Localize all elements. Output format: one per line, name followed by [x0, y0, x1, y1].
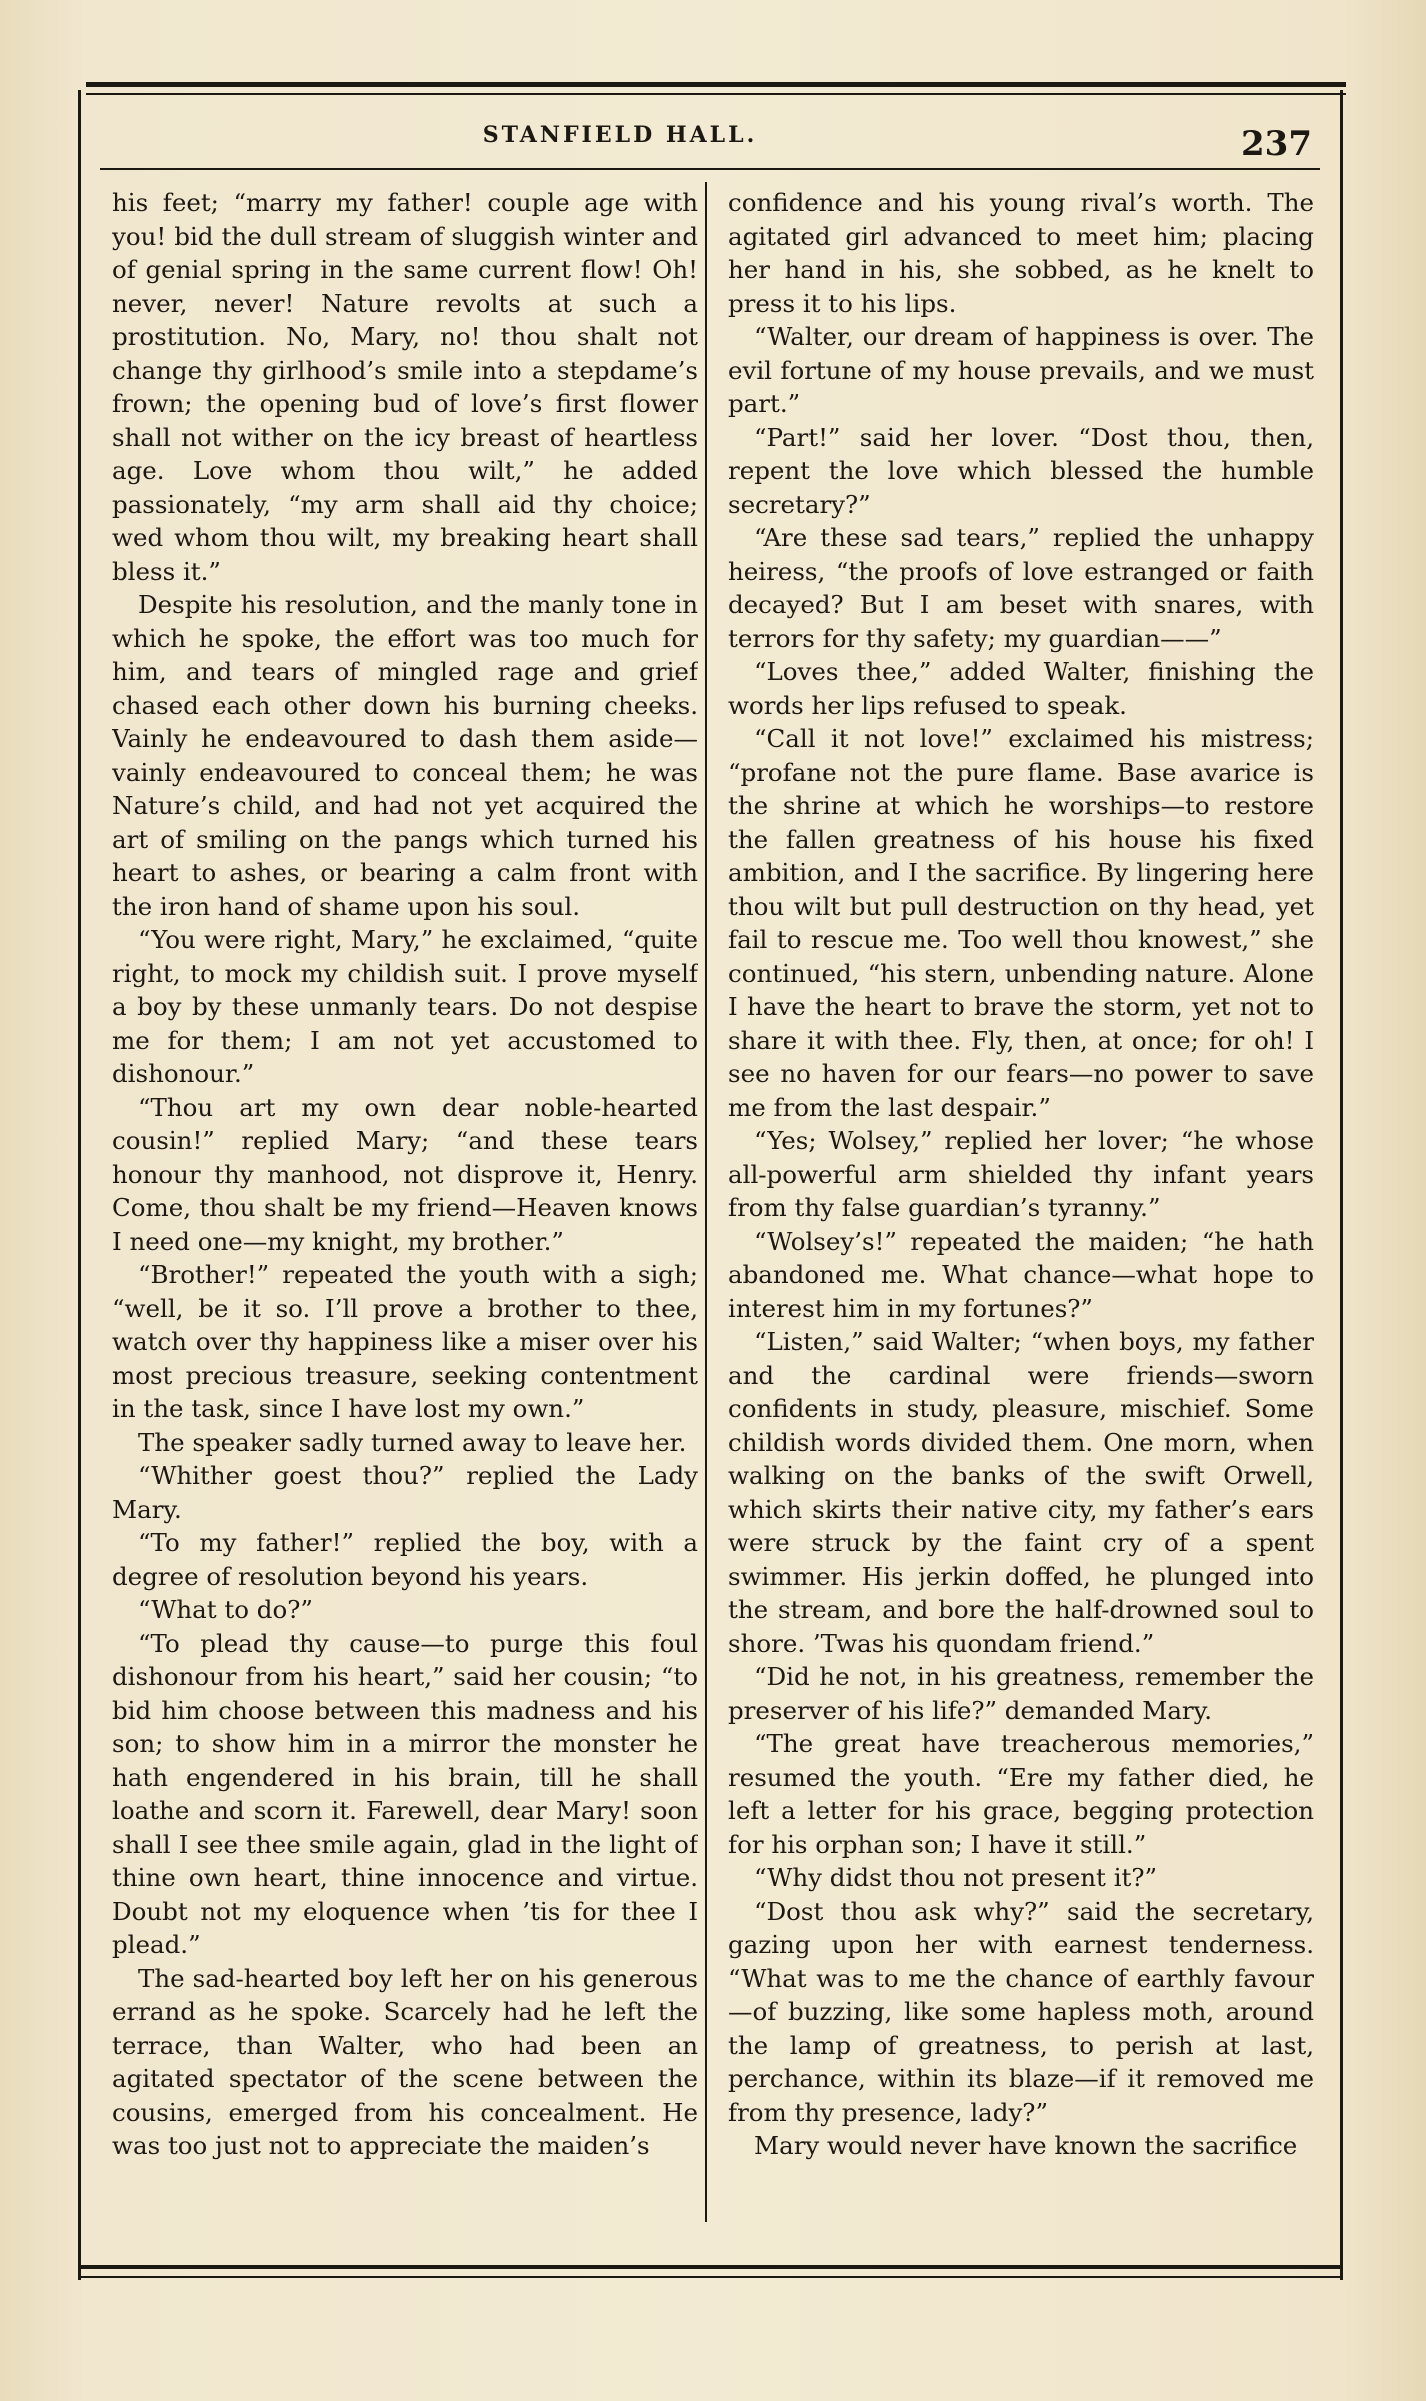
top-rule-thick [86, 82, 1346, 87]
paragraph: “Loves thee,” added Walter, finishing the words her lips refused to speak. [728, 657, 1314, 720]
paragraph: “Walter, our dream of happiness is over. The evil fortune of my house prevails, and we must part.” [728, 322, 1314, 418]
paragraph: “Are these sad tears,” replied the unhappy heiress, “the proofs of love estranged or faith decayed? But I am beset with snares, with terrors for thy safety; my guardian——” [728, 523, 1314, 653]
paragraph: his feet; “marry my father! couple age with you! bid the dull stream of sluggish winter and of genial spring in the same current flow! Oh! never, never! Nature revolts at such a prostitution. No, Mary, no! thou shalt not change thy girlhood’s smile into a stepdame’s frown; the opening bud of love’s first flower shall not wither on the icy breast of heartless age. Love whom thou wilt,” he added passionately, “my arm shall aid thy choice; wed whom thou wilt, my breaking heart shall bless it.” [112, 188, 698, 586]
paragraph: Despite his resolution, and the manly tone in which he spoke, the effort was too much for him, and tears of mingled rage and grief chased each other down his burning cheeks. Vainly he endeavoured to dash them aside—vainly endeavoured to conceal them; he was Nature’s child, and had not yet acquired the art of smiling on the pangs which turned his heart to ashes, or bearing a calm front with the iron hand of shame upon his soul. [112, 590, 698, 921]
paragraph: “Listen,” said Walter; “when boys, my father and the cardinal were friends—sworn confidents in study, pleasure, mischief. Some childish words divided them. One morn, when walking on the banks of the swift Orwell, which skirts their native city, my father’s ears were struck by the faint cry of a spent swimmer. His jerkin doffed, he plunged into the stream, and bore the half-drowned soul to shore. ’Twas his quondam friend.” [728, 1327, 1314, 1658]
paragraph: “You were right, Mary,” he exclaimed, “quite right, to mock my childish suit. I prove myself a boy by these unmanly tears. Do not despise me for them; I am not yet accustomed to dishonour.” [112, 925, 698, 1088]
page-number: 237 [1241, 124, 1312, 164]
header-rule [100, 168, 1320, 170]
right-border-rule [1340, 90, 1343, 2280]
left-border-rule [78, 90, 81, 2280]
paragraph: “Part!” said her lover. “Dost thou, then, repent the love which blessed the humble secretary?” [728, 422, 1314, 519]
bottom-rule-thick [78, 2265, 1340, 2269]
bottom-rule-thin [78, 2276, 1340, 2278]
right-text-column [728, 186, 1314, 2246]
paragraph: “Dost thou ask why?” said the secretary, gazing upon her with earnest tenderness. “What was to me the chance of earthly favour—of buzzing, like some hapless moth, around the lamp of greatness, to perish at last, perchance, within its blaze—if it removed me from thy presence, lady?” [728, 1896, 1314, 2127]
paragraph: “Call it not love!” exclaimed his mistress; “profane not the pure flame. Base avarice is the shrine at which he worships—to restore the fallen greatness of his house his fixed ambition, and I the sacrifice. By lingering here thou wilt but pull destruction on thy head, yet fail to rescue me. Too well thou knowest,” she continued, “his stern, unbending nature. Alone I have the heart to brave the storm, yet not to share it with thee. Fly, then, at once; for oh! I see no haven for our fears—no power to save me from the last despair.” [728, 724, 1314, 1122]
paragraph: The sad-hearted boy left her on his generous errand as he spoke. Scarcely had he left the terrace, than Walter, who had been an agitated spectator of the scene between the cousins, emerged from his concealment. He was too just not to appreciate the maiden’s [112, 1963, 698, 2160]
paragraph: “To plead thy cause—to purge this foul dishonour from his heart,” said her cousin; “to bid him choose between this madness and his son; to show him in a mirror the monster he hath engendered in his brain, till he shall loathe and scorn it. Farewell, dear Mary! soon shall I see thee smile again, glad in the light of thine own heart, thine innocence and virtue. Doubt not my eloquence when ’tis for thee I plead.” [112, 1628, 698, 1959]
paragraph: “Yes; Wolsey,” replied her lover; “he whose all-powerful arm shielded thy infant years from thy false guardian’s tyranny.” [728, 1126, 1314, 1222]
paragraph: “The great have treacherous memories,” resumed the youth. “Ere my father died, he left a letter for his grace, begging protection for his orphan son; I have it still.” [728, 1729, 1314, 1859]
paragraph: “Thou art my own dear noble-hearted cousin!” replied Mary; “and these tears honour thy manhood, not disprove it, Henry. Come, thou shalt be my friend—Heaven knows I need one—my knight, my brother.” [112, 1092, 698, 1256]
paragraph: The speaker sadly turned away to leave her. [138, 1427, 687, 1457]
paragraph: “To my father!” replied the boy, with a degree of resolution beyond his years. [112, 1528, 698, 1591]
paragraph: “Whither goest thou?” replied the Lady Mary. [112, 1461, 698, 1524]
column-divider [705, 182, 707, 2222]
paragraph: “Why didst thou not present it?” [754, 1863, 1158, 1892]
running-head-title: STANFIELD HALL. [482, 122, 758, 148]
left-text-column [112, 186, 698, 2246]
paragraph: “Brother!” repeated the youth with a sigh; “well, be it so. I’ll prove a brother to thee, watch over thy happiness like a miser over his most precious treasure, seeking contentment in the task, since I have lost my own.” [112, 1260, 698, 1423]
top-rule-thin [86, 93, 1346, 95]
paragraph: “Wolsey’s!” repeated the maiden; “he hath abandoned me. What chance—what hope to interest him in my fortunes?” [728, 1226, 1314, 1323]
paragraph: confidence and his young rival’s worth. The agitated girl advanced to meet him; placing her hand in his, she sobbed, as he knelt to press it to his lips. [728, 188, 1314, 318]
paragraph: Mary would never have known the sacrifice [754, 2131, 1298, 2160]
paragraph: “What to do?” [138, 1595, 313, 1624]
paragraph: “Did he not, in his greatness, remember the preserver of his life?” demanded Mary. [728, 1662, 1314, 1725]
